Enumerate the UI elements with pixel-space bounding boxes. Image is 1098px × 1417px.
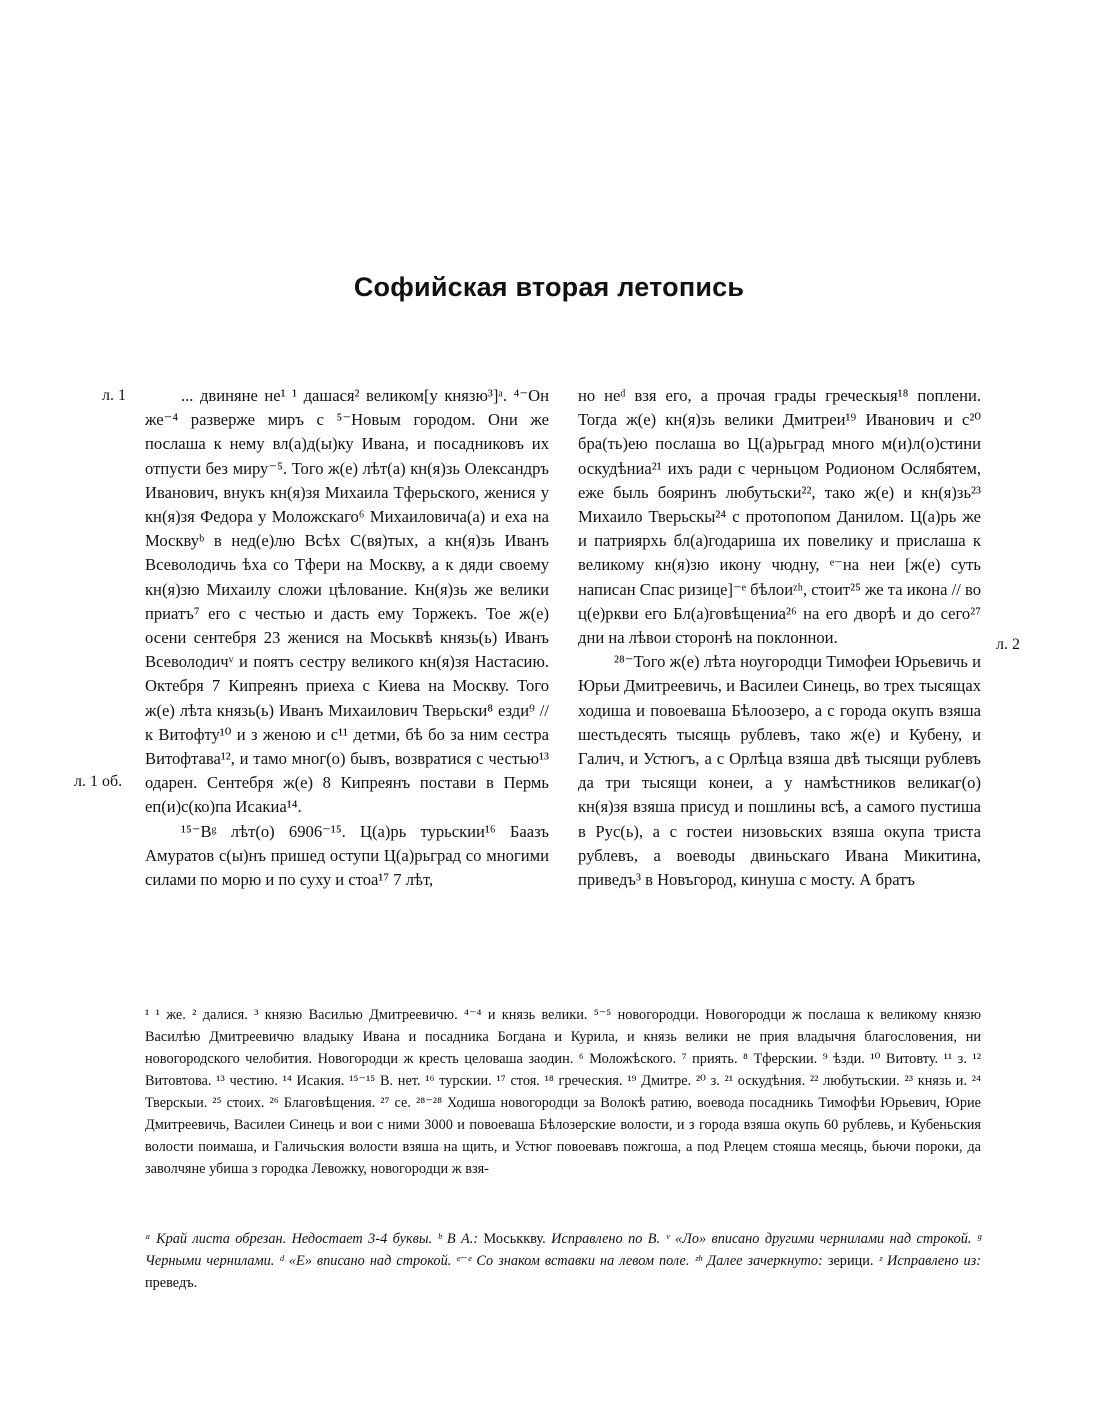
footnote-a: ᵃ Край листа обрезан. Недостает 3-4 буквы. xyxy=(145,1231,433,1247)
footnote-b-note: Исправлено по В. xyxy=(551,1231,661,1247)
folio-marker-l2: л. 2 xyxy=(996,636,1020,653)
footnote-z-label: ᶻ Исправлено из: xyxy=(878,1253,982,1269)
footnote-v: ᵛ «Ло» вписано другими чернилами над строкой. xyxy=(665,1231,972,1247)
footnote-zh-label: ᶻʰ Далее зачеркнуто: xyxy=(694,1253,823,1269)
left-text-column xyxy=(145,384,549,892)
footnote-d: ᵈ «Е» вписано над строкой. xyxy=(279,1253,452,1269)
right-paragraph-2: ²⁸⁻Того ж(е) лѣта ноугородци Тимофеи Юрьевичь и Юрьи Дмитреевичь, и Василеи Синець, во трех тысящах ходиша и повоеваша Бѣлоозеро, а с города окупъ взяша шестьдесять тысящь рублевъ, тако ж(е) и Кубену, и Галич, и Устюгъ, а с Орлѣца взяша двѣ тысящи рублевъ да три тысящи конеи, а у намѣстников великаг(о) кн(я)зя взяша присуд и пошлины всѣ, а самого пустиша в Рус(ь), а с гостеи низовьских взяша окупа триста рублевъ, а воеводы двиньскаго Ивана Микитина, приведъ³ в Новъгород, кинуша с мосту. А братъ xyxy=(578,652,981,890)
footnote-b-value: Моськкву. xyxy=(483,1231,546,1247)
right-paragraph-1: но неᵈ взя его, а прочая грады греческыя¹⁸ поплени. Тогда ж(е) кн(я)зь велики Дмитреи¹⁹ Иванович и с²⁰ бра(ть)ею послаша во Ц(а)рьград много м(и)л(о)стини оскудѣниа²¹ ихъ ради с черньцом Родионом Ослябятем, еже быль бояринъ любутьски²², тако ж(е) и кн(я)зь²³ Михаило Тверьскы²⁴ с протопопом Данилом. Ц(а)рь же и патриярхь бл(а)годариша их повелику и прислаша к великому кн(я)зю икону чюдну, ᵉ⁻на неи [ж(е) суть написан Спас ризице]⁻ᵉ бѣлоиᶻʰ, стоит²⁵ же та икона // во ц(е)ркви его Бл(а)говѣщениа²⁶ на его дворѣ и до сего²⁷ дни на лѣвои сторонѣ на поклоннои. xyxy=(578,386,981,648)
footnote-z-value: преведъ. xyxy=(145,1275,198,1291)
folio-marker-l1: л. 1 xyxy=(102,387,126,404)
right-text-column xyxy=(578,384,981,892)
footnote-g: ᵍ Черными чернилами. xyxy=(145,1231,982,1269)
footnote-zh-value: зерици. xyxy=(827,1253,874,1269)
left-paragraph-2: ¹⁵⁻Вᵍ лѣт(о) 6906⁻¹⁵. Ц(а)рь турьскии¹⁶ Баазъ Амуратов с(ы)нъ пришед оступи Ц(а)рьград со многими силами по морю и по суху и стоа¹⁷ 7 лѣт, xyxy=(145,821,549,890)
alpha-footnotes xyxy=(145,1228,981,1294)
folio-marker-l1-ob: л. 1 об. xyxy=(74,773,123,790)
left-paragraph-1: ... двиняне не¹ ¹ дашася² великом[у князю³]ᵃ. ⁴⁻Он же⁻⁴ разверже миръ с ⁵⁻Новым городом. Они же послаша к нему вл(а)д(ы)ку Ивана, и посадниковъ их отпусти без миру⁻⁵. Того ж(е) лѣт(а) кн(я)зь Олександръ Иванович, внукъ кн(я)зя Михаила Тферьского, женися у кн(я)зя Федора у Моложскаго⁶ Михаиловича(а) и еха на Москвуᵇ в нед(е)лю Всѣх С(вя)тых, а кн(я)зь Иванъ Всеволодичь ѣха со Тфери на Москву, а к дяди своему кн(я)зю Михаилу сложи цѣлование. Кн(я)зь же велики приатъ⁷ его с честью и дасть ему Торжекъ. Тое ж(е) осени сентебря 23 женися на Моськвѣ князь(ь) Иванъ Всеволодичᵛ и поятъ сестру великого кн(я)зя Настасию. Октебря 7 Кипреянъ приеха с Киева на Москву. Того ж(е) лѣта князь(ь) Иванъ Михаилович Тверьски⁸ езди⁹ // к Витофту¹⁰ и з женою и с¹¹ детми, бѣ бо за ним сестра Витофтава¹², и тамо мног(о) бывъ, возвратися с честью¹³ одарен. Сентебря ж(е) 8 Кипреянъ постави в Пермь еп(и)с(ко)па Исакиа¹⁴. xyxy=(145,386,549,817)
numeric-footnotes: ¹ ¹ же. ² далися. ³ князю Василью Дмитреевичю. ⁴⁻⁴ и князь велики. ⁵⁻⁵ новогородци. Новогородци ж послаша к великому князю Василѣю Дмитреевичю владыку Ивана и посадника Богдана и Курила, и князь велики не прия владычня благословения, ни новогородского челобития. Новогородци ж кресть целоваша заодин. ⁶ Моложѣского. ⁷ приять. ⁸ Тферскии. ⁹ ѣзди. ¹⁰ Витовту. ¹¹ з. ¹² Витовтова. ¹³ честию. ¹⁴ Исакия. ¹⁵⁻¹⁵ В. нет. ¹⁶ турскии. ¹⁷ стоя. ¹⁸ греческия. ¹⁹ Дмитре. ²⁰ з. ²¹ оскудѣния. ²² любутьскии. ²³ князь и. ²⁴ Тверскыи. ²⁵ стоих. ²⁶ Благовѣщения. ²⁷ се. ²⁸⁻²⁸ Ходиша новогородци за Волокѣ ратию, воевода посадникь Тимофѣи Юрьевич, Юрие Дмитреевичь, Василеи Синець и вои с ними 3000 и повоеваша Бѣлозерские волости, и з города взяша окупь 60 рублевь, и Кубеньския волости поимаша, и Галичьския волости взяша на щить, и Устюг повоевавъ пожгоша, а под Рлецем стояша месяць, бьючи пороки, да заволчяне убиша з городка Левожку, новогородци ж взя- xyxy=(145,1007,981,1177)
footnote-b-label: ᵇ В А.: xyxy=(437,1231,479,1247)
footnote-e: ᵉ⁻ᵉ Со знаком вставки на левом поле. xyxy=(456,1253,690,1269)
page-title: Софийская вторая летопись xyxy=(353,272,745,302)
